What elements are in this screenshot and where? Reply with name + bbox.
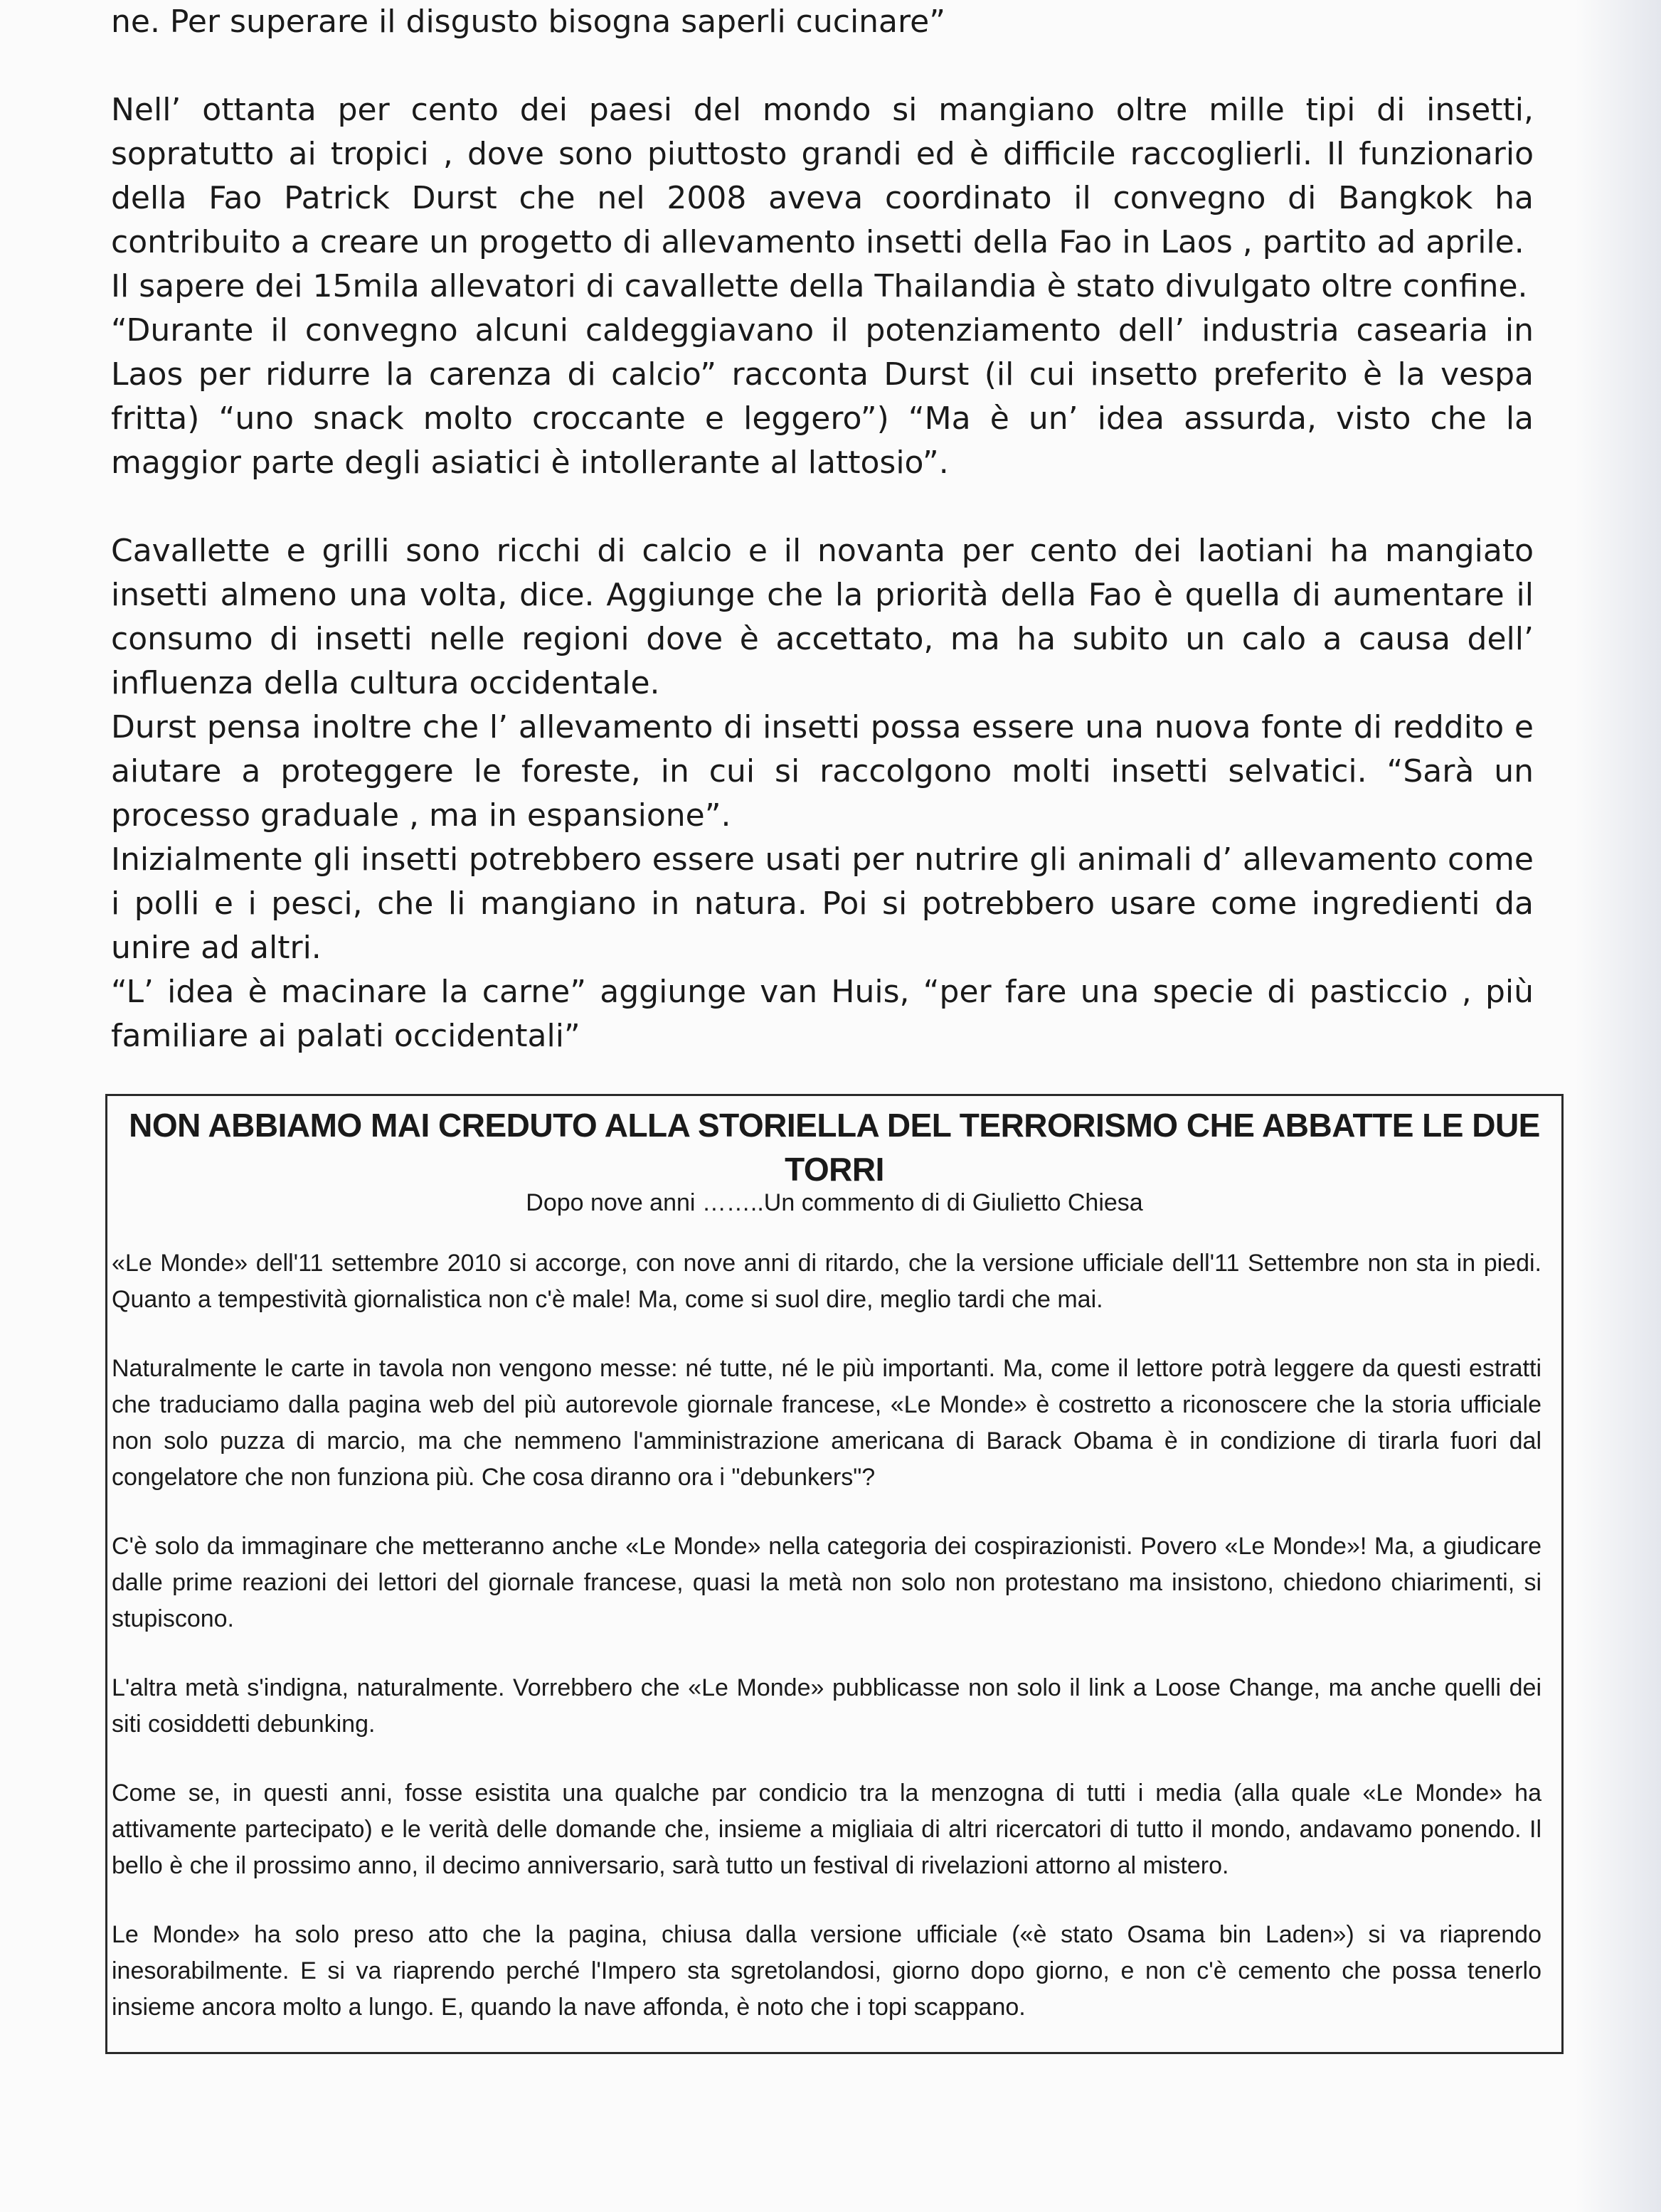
article-paragraph: “L’ idea è macinare la carne” aggiunge van Huis, “per fare una specie di pasticcio , più familiare ai palati occidentali” [111, 974, 1534, 1054]
box-paragraph: Naturalmente le carte in tavola non vengono messe: né tutte, né le più importanti. Ma, come il lettore potrà leggere da questi estratti che traduciamo dalla pagina web del più autorevole giornale francese, «Le Monde» è costretto a riconoscere che la storia ufficiale non solo puzza di marcio, ma che nemmeno l'amministrazione americana di Barack Obama è in condizione di tirarla fuori dal congelatore che non funziona più. Che cosa diranno ora i "debunkers"? [112, 1355, 1541, 1491]
box-body [112, 1245, 1541, 2058]
article-paragraph: Il sapere dei 15mila allevatori di cavallette della Thailandia è stato divulgato oltre confine. [111, 268, 1528, 304]
article-text [111, 0, 1534, 1058]
box-paragraph: C'è solo da immaginare che metteranno anche «Le Monde» nella categoria dei cospirazionisti. Povero «Le Monde»! Ma, a giudicare dalle prime reazioni dei lettori del giornale francese, quasi la metà non solo non protestano ma insistono, chiedono chiarimenti, si stupiscono. [112, 1533, 1541, 1632]
article-paragraph: Cavallette e grilli sono ricchi di calcio e il novanta per cento dei laotiani ha mangiato insetti almeno una volta, dice. Aggiunge che la priorità della Fao è quella di aumentare il consumo di insetti nelle regioni dove è accettato, ma ha subito un calo a causa dell’ influenza della cultura occidentale. [111, 533, 1534, 701]
article-paragraph: Inizialmente gli insetti potrebbero essere usati per nutrire gli animali d’ allevamento come i polli e i pesci, che li mangiano in natura. Poi si potrebbero usare come ingredienti da unire ad altri. [111, 841, 1534, 966]
page-edge-shadow [1576, 0, 1661, 2212]
article-paragraph: Durst pensa inoltre che l’ allevamento di insetti possa essere una nuova fonte di reddito e aiutare a proteggere le foreste, in cui si raccolgono molti insetti selvatici. “Sarà un processo graduale , ma in espansione”. [111, 709, 1534, 834]
box-subtitle: Dopo nove anni ……..Un commento di di Giulietto Chiesa [526, 1189, 1143, 1216]
boxed-commentary [105, 1094, 1564, 2054]
article-paragraph: Nell’ ottanta per cento dei paesi del mondo si mangiano oltre mille tipi di insetti, sopratutto ai tropici , dove sono piuttosto grandi ed è difficile raccoglierli. Il funzionario della Fao Patrick Durst che nel 2008 aveva coordinato il convegno di Bangkok ha contribuito a creare un progetto di allevamento insetti della Fao in Laos , partito ad aprile. [111, 92, 1534, 260]
box-title: NON ABBIAMO MAI CREDUTO ALLA STORIELLA DEL TERRORISMO CHE ABBATTE LE DUE TORRI [129, 1107, 1540, 1188]
article-paragraph: “Durante il convegno alcuni caldeggiavano il potenziamento dell’ industria casearia in Laos per ridurre la carenza di calcio” racconta Durst (il cui insetto preferito è la vespa fritta) “uno snack molto croccante e leggero”) “Ma è un’ idea assurda, visto che la maggior parte degli asiatici è intollerante al lattosio”. [111, 312, 1534, 481]
box-paragraph: Le Monde» ha solo preso atto che la pagina, chiusa dalla versione ufficiale («è stato Osama bin Laden») si va riaprendo inesorabilmente. E si va riaprendo perché l'Impero sta sgretolandosi, giorno dopo giorno, e non c'è cemento che possa tenerlo insieme ancora molto a lungo. E, quando la nave affonda, è noto che i topi scappano. [112, 1921, 1541, 2021]
article-paragraph: ne. Per superare il disgusto bisogna saperli cucinare” [111, 4, 946, 40]
box-paragraph: L'altra metà s'indigna, naturalmente. Vorrebbero che «Le Monde» pubblicasse non solo il link a Loose Change, ma anche quelli dei siti cosiddetti debunking. [112, 1674, 1541, 1738]
box-paragraph: Come se, in questi anni, fosse esistita una qualche par condicio tra la menzogna di tutti i media (alla quale «Le Monde» ha attivamente partecipato) e le verità delle domande che, insieme a migliaia di altri ricercatori di tutto il mondo, andavamo ponendo. Il bello è che il prossimo anno, il decimo anniversario, sarà tutto un festival di rivelazioni attorno al mistero. [112, 1780, 1541, 1879]
box-paragraph: «Le Monde» dell'11 settembre 2010 si accorge, con nove anni di ritardo, che la versione ufficiale dell'11 Settembre non sta in piedi. Quanto a tempestività giornalistica non c'è male! Ma, come si suol dire, meglio tardi che mai. [112, 1250, 1541, 1313]
